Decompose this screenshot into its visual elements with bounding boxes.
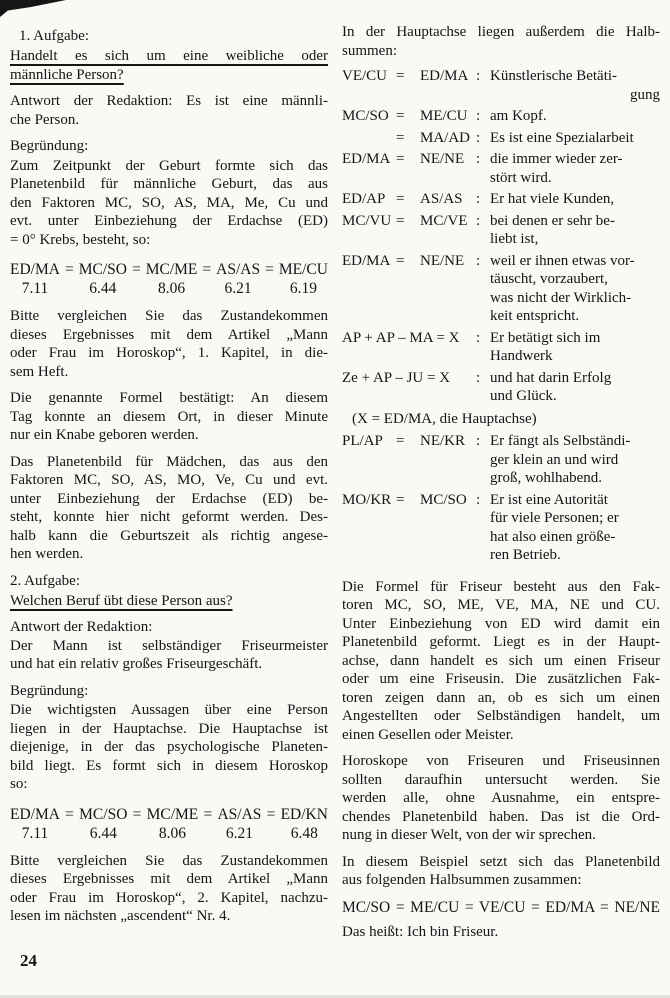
- text-line: ren Betrieb.: [490, 547, 561, 563]
- halfsum-description: [490, 150, 660, 187]
- text-line: sollten daraufhin untersucht werden. Sie: [342, 771, 660, 788]
- halfsum-description: [490, 67, 660, 104]
- colon-sign: :: [476, 151, 481, 167]
- equals-sign: =: [266, 805, 276, 823]
- halfsum-left: MC/SO: [342, 108, 389, 124]
- formula-value: 6.48: [290, 824, 318, 842]
- equals-sign: =: [396, 252, 405, 269]
- text-line: aus folgenden Halbsummen zusammen:: [342, 872, 582, 888]
- text-line: männliche Person?: [10, 66, 124, 83]
- formula-term: ED/MA: [10, 261, 60, 278]
- text-line: Bitte vergleichen Sie das Zustandekommen: [10, 852, 328, 869]
- text-line: liebt ist,: [490, 231, 539, 247]
- text-line: was nicht der Wirklich-: [490, 289, 632, 306]
- formula-value: 6.19: [289, 280, 317, 297]
- text-line: steht, konnte hier nicht geformt werden. Des-: [10, 509, 328, 525]
- text-line: ger klein an und wird: [490, 451, 619, 468]
- halfsums-table: [342, 67, 660, 565]
- paragraph-compare-chapter1: [10, 307, 328, 381]
- colon-sign: :: [476, 191, 481, 207]
- text-line: nur ein Knabe geboren werden.: [10, 427, 199, 443]
- task1-heading: 1. Aufgabe:: [19, 28, 89, 44]
- halfsum-left: PL/AP: [342, 433, 383, 449]
- halfsum-right: MC/SO: [420, 491, 467, 508]
- equals-sign: =: [396, 68, 405, 84]
- text-line: einen Gesellen oder Meister.: [342, 726, 514, 743]
- paragraph-male-birth-formula: [10, 157, 328, 250]
- task1-answer: [10, 92, 328, 129]
- halfsum-description: [490, 252, 660, 326]
- equals-sign: =: [132, 805, 142, 823]
- equals-sign: =: [396, 151, 405, 167]
- halfsum-right: MC/VE: [420, 212, 468, 229]
- formula-value: 7.11: [21, 824, 49, 842]
- task2-question: [10, 592, 328, 611]
- paragraph-formula-confirms: [10, 389, 328, 445]
- halfsum-description: [490, 369, 660, 406]
- text-line: Es ist eine Spezialarbeit: [490, 129, 634, 146]
- text-line: bild liegt. Es formt sich in diesem Horoskop: [10, 757, 328, 774]
- paragraph-main-axis: [10, 701, 328, 794]
- text-line: die immer wieder zer-: [490, 151, 623, 167]
- paragraph-compare-chapter2: [10, 852, 328, 926]
- text-line: Antwort der Redaktion: Es ist eine männli-: [10, 93, 328, 109]
- text-line: Unter Einbeziehung von ED wird damit ein: [342, 615, 660, 632]
- text-line: Handelt es sich um eine weibliche oder: [10, 48, 328, 64]
- colon-sign: :: [476, 108, 481, 124]
- colon-sign: :: [476, 491, 481, 508]
- answer-label: Antwort der Redaktion:: [10, 619, 153, 635]
- text-line: lesen im nächsten „ascendent“ Nr. 4.: [10, 908, 231, 924]
- halfsum-left: ED/MA: [342, 252, 391, 269]
- paragraph-beispiel: [342, 853, 660, 890]
- halfsum-row: [342, 67, 660, 104]
- equals-sign: =: [65, 805, 74, 823]
- halfsum-right: NE/NE: [420, 252, 465, 269]
- text-line: Zum Zeitpunkt der Geburt formte sich das: [10, 157, 328, 174]
- text-line: Die wichtigsten Aussagen über eine Person: [10, 702, 328, 718]
- halfsum-row: [342, 212, 660, 249]
- text-line: = 0° Krebs, besteht, so:: [10, 231, 151, 248]
- halfsum-right: ME/CU: [420, 108, 468, 124]
- text-line: Das Planetenbild für Mädchen, das aus den: [10, 453, 328, 470]
- equals-sign: =: [396, 191, 405, 207]
- halfsum-right: ED/MA: [420, 68, 469, 84]
- halfsum-row: [342, 252, 660, 326]
- paragraph-horoskope: [342, 752, 660, 845]
- halfsum-description: [490, 129, 660, 148]
- formula-value: 6.21: [224, 280, 252, 297]
- text-line: Er ist eine Autorität: [490, 491, 608, 508]
- halfsum-row: [342, 369, 660, 406]
- text-line: Welchen Beruf übt diese Person aus?: [10, 592, 233, 609]
- equals-sign: =: [396, 433, 405, 449]
- page-number: 24: [20, 951, 37, 970]
- text-line: dieses Ergebnisses mit dem Artikel „Mann: [10, 326, 328, 343]
- equals-sign: =: [64, 261, 74, 278]
- text-line: In diesem Beispiel setzt sich das Planetenbild: [342, 853, 660, 870]
- task2-answer: [10, 618, 328, 674]
- colon-sign: :: [476, 129, 481, 146]
- text-line: chendes Planetenbild haben. Das ist die Ord-: [342, 808, 660, 825]
- planet-formula-2: [10, 805, 328, 843]
- halfsum-row: [342, 129, 660, 148]
- text-line: hen werden.: [10, 546, 84, 562]
- text-line: Der Mann ist selbständiger Friseurmeister: [10, 637, 328, 654]
- formula-term: MC/ME: [145, 261, 198, 278]
- equals-sign: =: [265, 261, 274, 278]
- text-line: so:: [10, 776, 28, 792]
- halfsum-row: [342, 491, 660, 565]
- text-line: Horoskope von Friseuren und Friseusinnen: [342, 753, 660, 769]
- formula-term: AS/AS: [216, 261, 261, 278]
- text-line: Planetenbild für männliche Geburt, das aus: [10, 176, 328, 192]
- colon-sign: :: [476, 212, 481, 229]
- text-line: und Glück.: [490, 388, 557, 404]
- halfsum-note: (X = ED/MA, die Hauptachse): [352, 410, 537, 427]
- halfsum-description: [490, 107, 660, 126]
- halfsum-row: [342, 150, 660, 187]
- halfsum-left: VE/CU: [342, 68, 387, 84]
- text-line: Er fängt als Selbständi-: [490, 433, 631, 449]
- text-line: groß, wohlhabend.: [490, 470, 603, 486]
- equals-sign: =: [131, 261, 141, 278]
- formula-value: 6.44: [89, 824, 117, 842]
- halfsum-row: [342, 432, 660, 488]
- halfsum-left: ED/MA: [342, 151, 391, 167]
- text-line: achse, dann handelt es sich um einen Friseur: [342, 652, 660, 669]
- halfsum-row: [342, 190, 660, 209]
- formula-value: 8.06: [157, 280, 186, 297]
- text-line: Künstlerische Betäti-: [490, 68, 618, 84]
- left-column: [10, 27, 328, 942]
- text-line: liegen in der Hauptachse. Die Hauptachse ist: [10, 720, 328, 737]
- colon-sign: :: [476, 433, 481, 449]
- text-line: Er betätigt sich im: [490, 329, 601, 346]
- formula-term: ED/KN: [280, 805, 328, 823]
- text-line: Angestellten oder Selbständigen handelt, um: [342, 708, 660, 724]
- reason2-label: Begründung:: [10, 682, 89, 699]
- text-line: che Person.: [10, 111, 80, 128]
- planet-formula-3: MC/SO = ME/CU = VE/CU = ED/MA = NE/NE: [342, 898, 660, 916]
- halfsums-intro: [342, 23, 660, 60]
- formula-term: ME/CU: [278, 261, 328, 278]
- text-line: hat also einen größe-: [490, 528, 616, 545]
- text-line: stört wird.: [490, 169, 552, 186]
- halfsum-right: MA/AD: [420, 129, 471, 146]
- halfsum-formula: AP + AP – MA = X: [342, 329, 460, 346]
- text-line: oder Frau im Horoskop“, 1. Kapitel, in die-: [10, 345, 328, 361]
- formula-value: 7.11: [21, 280, 49, 297]
- text-line: dieses Ergebnisses mit dem Artikel „Mann: [10, 871, 328, 887]
- equals-sign: =: [396, 108, 405, 124]
- formula-term: ED/MA: [10, 805, 60, 823]
- paragraph-girl-formula: [10, 453, 328, 564]
- text-line: halb kann die Geburtszeit als richtig angese-: [10, 527, 328, 544]
- closing-sentence: Das heißt: Ich bin Friseur.: [342, 923, 499, 940]
- text-line: summen:: [342, 42, 397, 59]
- text-line: Handwerk: [490, 348, 553, 364]
- colon-sign: :: [476, 369, 481, 386]
- text-line: Planetenbild geformt. Liegt es in der Haupt-: [342, 634, 660, 650]
- text-line: Die genannte Formel bestätigt: An diesem: [10, 390, 328, 406]
- text-line: sem Heft.: [10, 363, 69, 380]
- halfsum-description: [490, 491, 660, 565]
- formula-term: AS/AS: [217, 805, 262, 823]
- halfsum-right: NE/NE: [420, 151, 465, 167]
- halfsum-row: [342, 329, 660, 366]
- text-line: weil er ihnen etwas vor-: [490, 252, 635, 269]
- halfsum-description: [490, 212, 660, 249]
- formula-term: MC/SO: [79, 805, 128, 823]
- right-column: [342, 23, 660, 942]
- text-line: nung in dieser Welt, von der wir sprechen.: [342, 827, 596, 843]
- formula-value: 6.21: [225, 824, 253, 842]
- halfsum-description: [490, 190, 660, 209]
- halfsum-formula: Ze + AP – JU = X: [342, 369, 451, 386]
- formula-term: MC/ME: [146, 805, 199, 823]
- halfsum-left: MC/VU: [342, 212, 392, 229]
- text-line: Faktoren MC, SO, AS, MO, Ve, Cu und evt.: [10, 472, 328, 488]
- halfsum-description: [490, 432, 660, 488]
- text-line: toren MC, SO, ME, VE, MA, NE und CU.: [342, 597, 660, 613]
- text-line: Bitte vergleichen Sie das Zustandekommen: [10, 308, 328, 324]
- planet-formula-1: [10, 260, 328, 298]
- text-line: unter Einbeziehung der Erdachse (ED) be-: [10, 490, 328, 507]
- reason1-label: Begründung:: [10, 138, 89, 154]
- text-line: gung: [630, 86, 660, 103]
- text-line: bei denen er sehr be-: [490, 212, 615, 229]
- formula-term: MC/SO: [78, 261, 127, 278]
- text-line: oder um eine Friseusin. Die zusätzlichen Fak-: [342, 671, 660, 687]
- halfsum-left: ED/AP: [342, 191, 386, 207]
- text-line: toren zeigen dann an, ob es sich um einen: [342, 689, 660, 706]
- colon-sign: :: [476, 252, 481, 269]
- equals-sign: =: [202, 261, 212, 278]
- paragraph-friseur-formel: [342, 578, 660, 745]
- formula-value: 6.44: [89, 280, 117, 297]
- text-line: den Faktoren MC, SO, AS, MA, Me, Cu und: [10, 194, 328, 211]
- halfsum-description: [490, 329, 660, 366]
- colon-sign: :: [476, 68, 481, 84]
- text-line: täuscht, vorzaubert,: [490, 271, 608, 287]
- halfsum-right: NE/KR: [420, 433, 465, 449]
- text-line: für viele Personen; er: [490, 510, 619, 526]
- text-line: und hat ein relativ großes Friseurgeschäft.: [10, 656, 263, 672]
- text-line: keit entspricht.: [490, 308, 580, 324]
- equals-sign: =: [203, 805, 213, 823]
- text-line: werden alle, ohne Ausnahme, ein entspre-: [342, 790, 660, 806]
- halfsum-left: MO/KR: [342, 491, 392, 508]
- task2-heading: 2. Aufgabe:: [10, 572, 80, 589]
- text-line: In der Hauptachse liegen außerdem die Halb-: [342, 24, 660, 40]
- text-line: Er hat viele Kunden,: [490, 191, 615, 207]
- text-line: oder Frau im Horoskop“, 2. Kapitel, nachzu-: [10, 889, 328, 906]
- equals-sign: =: [396, 491, 405, 508]
- text-line: und hat darin Erfolg: [490, 369, 612, 386]
- text-line: diejenige, in der das psychologische Planeten-: [10, 739, 328, 755]
- answer-text: [10, 637, 328, 674]
- task1-question: [10, 47, 328, 84]
- equals-sign: =: [396, 129, 405, 146]
- text-line: evt. unter Einbeziehung der Erdachse (ED): [10, 213, 328, 229]
- equals-sign: =: [396, 212, 405, 229]
- text-line: Tag konnte an diesem Ort, in dieser Minute: [10, 408, 328, 425]
- text-line: am Kopf.: [490, 108, 547, 124]
- formula-value: 8.06: [158, 824, 186, 842]
- colon-sign: :: [476, 329, 481, 346]
- halfsum-right: AS/AS: [420, 191, 463, 207]
- halfsum-row: [342, 107, 660, 126]
- text-line: Die Formel für Friseur besteht aus den Fak-: [342, 578, 660, 595]
